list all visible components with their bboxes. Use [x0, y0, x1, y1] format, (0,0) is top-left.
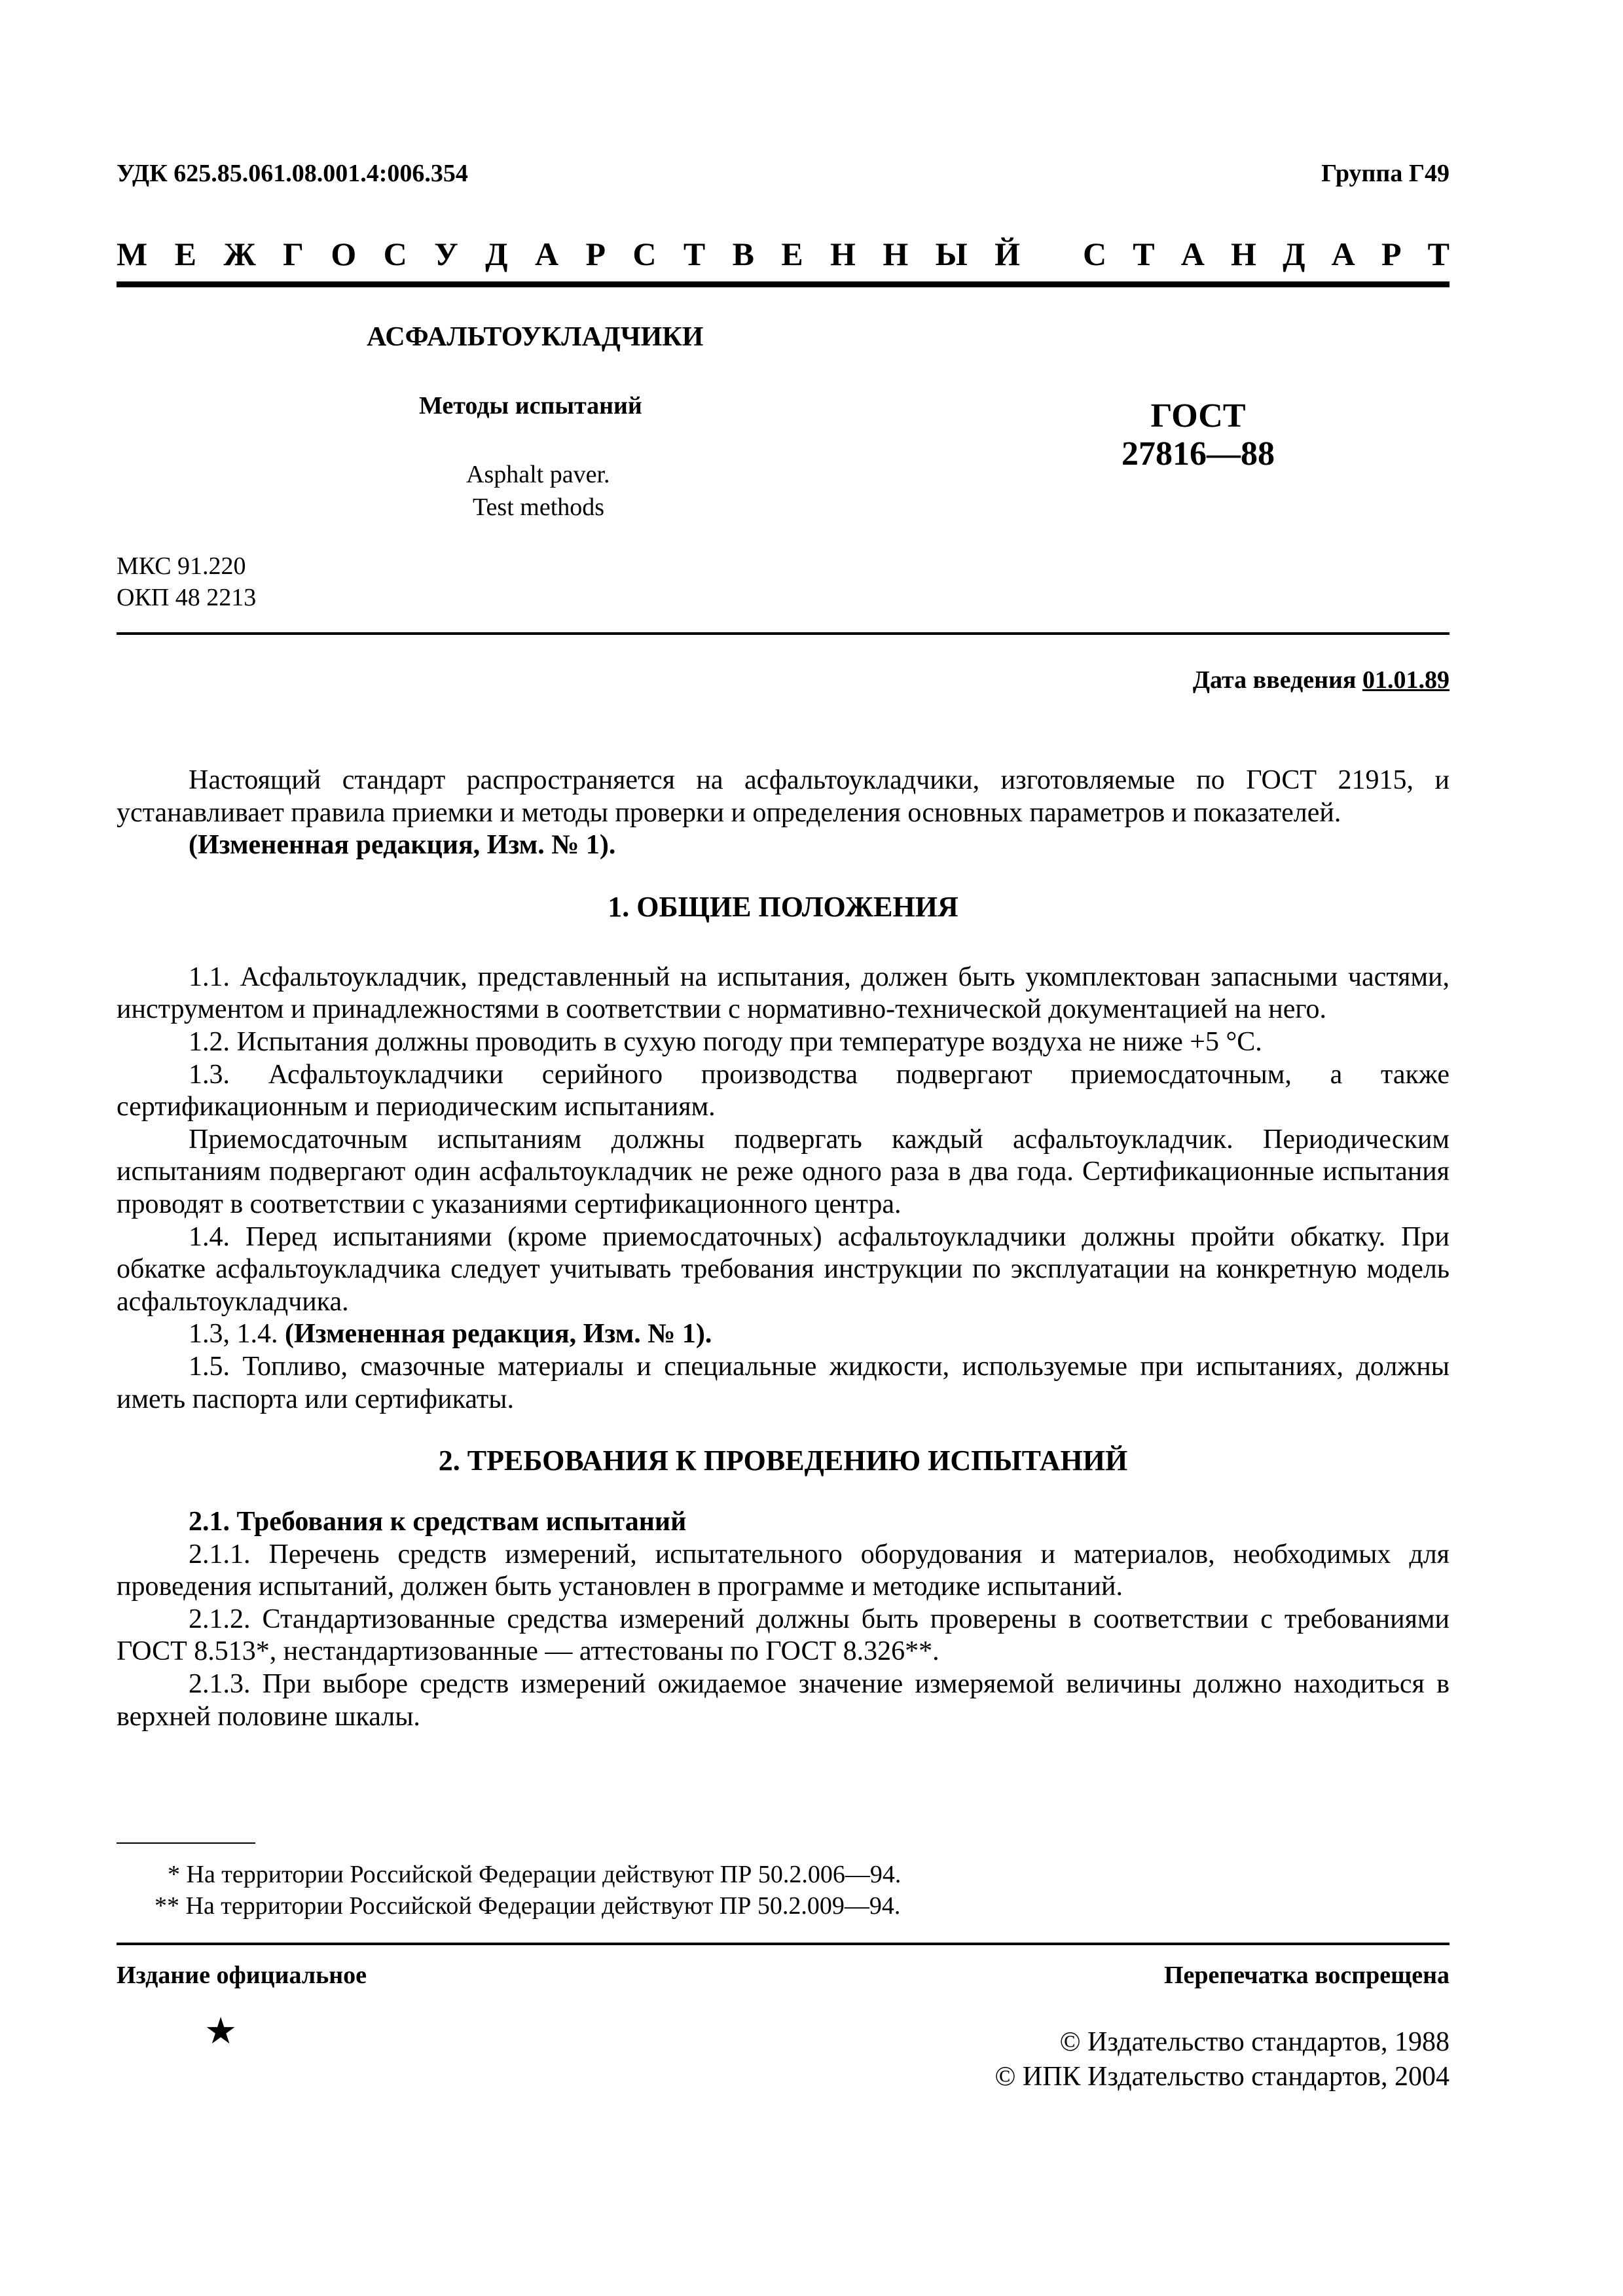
gost-number: 27816—88	[1122, 435, 1275, 473]
banner-letter: Ы	[935, 236, 968, 272]
clause-2-1-3: 2.1.3. При выборе средств измерений ожидаемое значение измеряемой величины должно находиться в верхней половине шкалы.	[117, 1669, 1450, 1732]
subsection-2-1-heading: 2.1. Требования к средствам испытаний	[189, 1507, 687, 1537]
banner-letter: Н	[1231, 236, 1256, 272]
okp-code: ОКП 48 2213	[117, 584, 257, 611]
banner-word-2	[1083, 234, 1450, 274]
clause-1-2: 1.2. Испытания должны проводить в сухую погоду при температуре воздуха не ниже +5 °С.	[189, 1026, 1262, 1057]
banner-letter: Й	[994, 236, 1020, 272]
footnote-2: ** На территории Российской Федерации действуют ПР 50.2.009—94.	[155, 1892, 901, 1920]
banner-letter: М	[117, 236, 148, 272]
banner-letter: В	[732, 236, 754, 272]
introduction-date	[1193, 664, 1450, 696]
clause-1-1: 1.1. Асфальтоукладчик, представленный на испытания, должен быть укомплектован запасными частями, инструментом и принадлежностями в соответствии с нормативно-технической документацией на него.	[117, 961, 1450, 1025]
date-value: 01.01.89	[1362, 666, 1450, 694]
banner-word-1	[117, 234, 1020, 274]
banner-letter: А	[534, 236, 559, 272]
footer-rule	[117, 1943, 1450, 1945]
banner-letter: С	[632, 236, 657, 272]
footnote-rule	[117, 1842, 255, 1844]
reprint-prohibited: Перепечатка воспрещена	[1163, 1962, 1450, 1989]
clause-1-3-1-4-amendment	[117, 1318, 1450, 1351]
clause-1-4: 1.4. Перед испытаниями (кроме приемосдаточных) асфальтоукладчики должны пройти обкатку. При обкатке асфальтоукладчика следует учитывать требования инструкции по эксплуатации на конкретную модель асфальтоукладчика.	[117, 1221, 1450, 1317]
footnotes	[117, 1859, 1450, 1922]
banner-letter: Д	[1283, 236, 1305, 272]
banner-letter: Н	[830, 236, 856, 272]
banner-letter: А	[1180, 236, 1205, 272]
clause-1-3-text: Приемосдаточным испытаниям должны подвергать каждый асфальтоукладчик. Периодическим испытаниям подвергают один асфальтоукладчик не реже одного раза в два года. Сертификационные испытания проводят в соответствии с указаниями сертификационного центра.	[117, 1124, 1450, 1219]
banner-letter: Н	[883, 236, 909, 272]
banner-letter: Т	[683, 236, 706, 272]
clause-2-1-1: 2.1.1. Перечень средств измерений, испытательного оборудования и материалов, необходимых для проведения испытаний, должен быть установлен в программе и методике испытаний.	[117, 1539, 1450, 1602]
mks-code: МКС 91.220	[117, 552, 246, 580]
banner-letter: С	[1083, 236, 1107, 272]
banner-rule	[117, 281, 1450, 287]
clause-1-3: 1.3. Асфальтоукладчики серийного производства подвергают приемосдаточным, а также сертификационным и периодическим испытаниям.	[117, 1059, 1450, 1122]
amendment-note: (Измененная редакция, Изм. № 1).	[285, 1319, 712, 1350]
banner-letter: Р	[1381, 236, 1402, 272]
banner-letter: Г	[283, 236, 304, 272]
udk-code: УДК 625.85.061.08.001.4:006.354	[117, 160, 468, 187]
banner-letter: Д	[485, 236, 508, 272]
clause-2-1-2: 2.1.2. Стандартизованные средства измерений должны быть проверены в соответствии с требованиями ГОСТ 8.513*, нестандартизованные — аттестованы по ГОСТ 8.326**.	[117, 1604, 1450, 1667]
banner-letter: Е	[781, 236, 803, 272]
banner-letter: А	[1331, 236, 1355, 272]
intro-amendment: (Измененная редакция, Изм. № 1).	[189, 830, 616, 861]
amendment-ref: 1.3, 1.4.	[189, 1319, 278, 1350]
copyright-2004: © ИПК Издательство стандартов, 2004	[994, 2062, 1450, 2092]
banner-letter: У	[434, 236, 458, 272]
standard-subtitle: Методы испытаний	[419, 392, 642, 420]
official-edition: Издание официальное	[117, 1962, 367, 1989]
document-body	[117, 764, 1450, 1733]
star-icon: ★	[204, 2011, 238, 2052]
interstate-standard-banner	[117, 234, 1450, 274]
banner-letter: Т	[1427, 236, 1450, 272]
title-english-line1: Asphalt paver.	[466, 461, 610, 488]
gost-label: ГОСТ	[1150, 397, 1246, 435]
date-label: Дата введения	[1192, 666, 1357, 694]
footnote-1: * На территории Российской Федерации действуют ПР 50.2.006—94.	[168, 1861, 902, 1888]
group-code: Группа Г49	[1321, 160, 1450, 187]
banner-letter: Р	[585, 236, 606, 272]
copyright-1988: © Издательство стандартов, 1988	[1059, 2027, 1450, 2057]
header-rule	[117, 632, 1450, 635]
banner-letter: Ж	[223, 236, 256, 272]
title-english-line2: Test methods	[473, 493, 605, 521]
clause-1-5: 1.5. Топливо, смазочные материалы и специальные жидкости, используемые при испытаниях, должны иметь паспорта или сертификаты.	[117, 1351, 1450, 1414]
section-2-heading: 2. ТРЕБОВАНИЯ К ПРОВЕДЕНИЮ ИСПЫТАНИЙ	[438, 1444, 1128, 1477]
section-1-heading: 1. ОБЩИЕ ПОЛОЖЕНИЯ	[608, 890, 958, 923]
banner-letter: С	[383, 236, 407, 272]
banner-letter: О	[331, 236, 357, 272]
banner-letter: Т	[1133, 236, 1155, 272]
banner-letter: Е	[174, 236, 196, 272]
intro-paragraph: Настоящий стандарт распространяется на асфальтоукладчики, изготовляемые по ГОСТ 21915, и устанавливает правила приемки и методы проверки и определения основных параметров и показателей.	[117, 765, 1450, 828]
standard-title: АСФАЛЬТОУКЛАДЧИКИ	[367, 322, 704, 352]
